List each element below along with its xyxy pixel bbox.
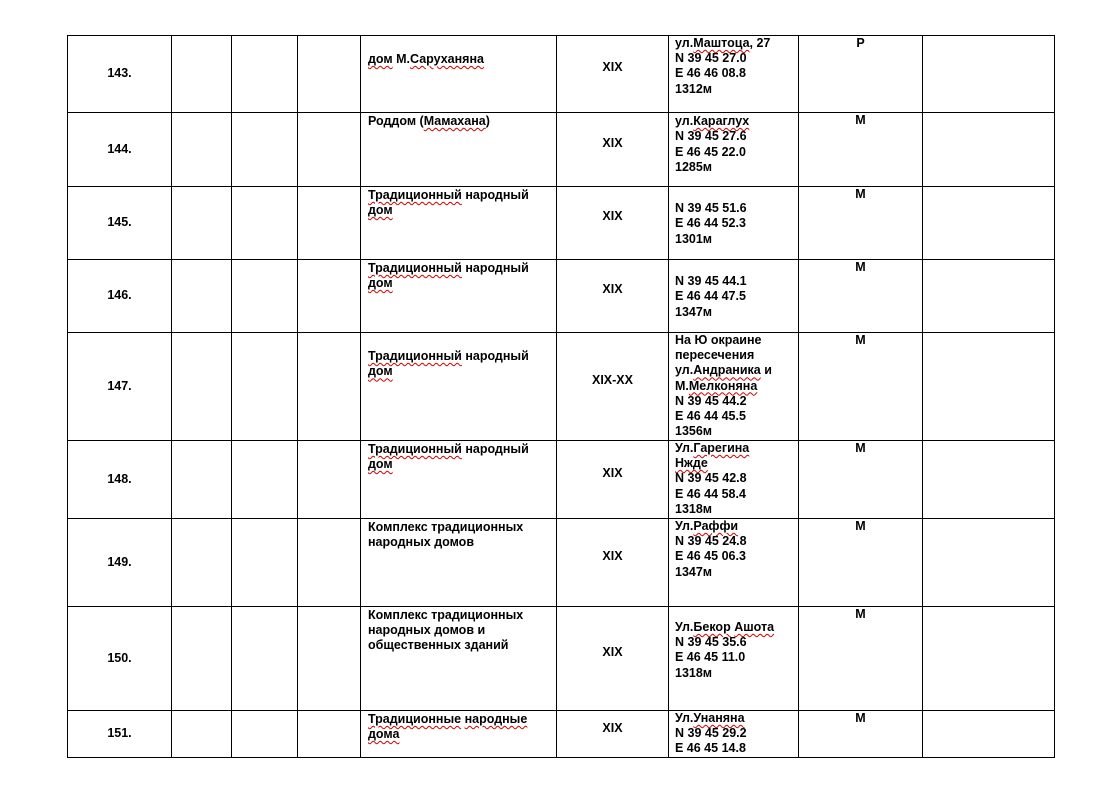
text-line: Традиционный народный [368, 188, 529, 202]
row-number-text: 143. [107, 66, 132, 81]
monument-location [669, 113, 799, 187]
monument-date [557, 36, 669, 113]
empty-cell [923, 607, 1055, 711]
category-text: М [855, 187, 866, 201]
date-text: XIX [602, 135, 623, 150]
empty-cell [923, 519, 1055, 607]
text-line: Ул.Унаняна [675, 711, 745, 725]
monument-date [557, 113, 669, 187]
text-line: дом [368, 457, 393, 472]
text-line: 1347м [675, 304, 713, 319]
text-line: E 46 45 06.3 [675, 549, 746, 564]
empty-cell [172, 607, 232, 711]
empty-cell [172, 36, 232, 113]
text-line: Ул.Раффи [675, 519, 739, 533]
text-line: М.Мелконяна [675, 378, 758, 393]
row-number [68, 607, 172, 711]
text-line: Комплекс традиционных [368, 520, 524, 534]
text-line: Традиционный народный [368, 261, 529, 275]
text-line: общественных зданий [368, 638, 509, 653]
empty-cell [298, 187, 361, 260]
empty-cell [172, 441, 232, 519]
empty-cell [923, 711, 1055, 758]
monument-date [557, 607, 669, 711]
text-line: пересечения [675, 348, 755, 363]
row-number-text: 150. [107, 650, 132, 665]
monument-name [361, 441, 557, 519]
date-text: XIX [602, 721, 623, 736]
empty-cell [298, 441, 361, 519]
empty-cell [298, 260, 361, 333]
monument-name [361, 260, 557, 333]
empty-cell [232, 441, 298, 519]
empty-cell [298, 519, 361, 607]
date-text: XIX [602, 60, 623, 75]
text-line: E 46 45 22.0 [675, 144, 746, 159]
category-text: М [855, 441, 866, 455]
row-number-text: 144. [107, 141, 132, 156]
text-line: народных домов и [368, 623, 486, 638]
empty-cell [172, 711, 232, 758]
monument-location [669, 260, 799, 333]
text-line: Ул.Бекор Ашота [675, 620, 775, 634]
text-line: ул.Караглух [675, 114, 750, 129]
empty-cell [172, 113, 232, 187]
empty-cell [298, 36, 361, 113]
text-line: На Ю окраине [675, 333, 762, 347]
empty-cell [232, 333, 298, 441]
text-line: N 39 45 51.6 [675, 201, 747, 216]
row-number [68, 519, 172, 607]
monument-name [361, 333, 557, 441]
text-line: N 39 45 44.2 [675, 393, 747, 408]
empty-cell [923, 441, 1055, 519]
monument-date [557, 711, 669, 758]
text-line: N 39 45 27.6 [675, 129, 747, 144]
row-number-text: 151. [107, 726, 132, 741]
text-line: дома [368, 727, 400, 742]
monument-name [361, 113, 557, 187]
text-line: E 46 44 52.3 [675, 216, 746, 231]
monument-category [799, 607, 923, 711]
row-number [68, 441, 172, 519]
text-line: N 39 45 42.8 [675, 471, 747, 486]
monument-date [557, 187, 669, 260]
empty-cell [232, 187, 298, 260]
empty-cell [923, 333, 1055, 441]
date-text: XIX [602, 282, 623, 297]
row-number-text: 148. [107, 471, 132, 486]
row-number-text: 149. [107, 554, 132, 569]
date-text: XIX [602, 644, 623, 659]
text-line: N 39 45 29.2 [675, 726, 747, 741]
empty-cell [923, 187, 1055, 260]
monument-category [799, 113, 923, 187]
empty-cell [172, 260, 232, 333]
text-line: E 46 46 08.8 [675, 66, 746, 81]
row-number [68, 36, 172, 113]
text-line: 1356м [675, 424, 713, 439]
text-line: 1285м [675, 159, 713, 174]
row-number [68, 333, 172, 441]
monument-category [799, 333, 923, 441]
date-text: XIX [602, 548, 623, 563]
table-body [68, 36, 1055, 758]
text-line: E 46 44 45.5 [675, 409, 746, 424]
date-text: XIX [602, 465, 623, 480]
empty-cell [923, 36, 1055, 113]
monument-name [361, 711, 557, 758]
empty-cell [172, 519, 232, 607]
monument-location [669, 441, 799, 519]
text-line: народных домов [368, 535, 474, 550]
empty-cell [172, 333, 232, 441]
row-number-text: 147. [107, 378, 132, 393]
category-text: М [855, 607, 866, 621]
table-row [68, 333, 1055, 441]
text-line [675, 186, 792, 201]
monument-location [669, 333, 799, 441]
text-line: E 46 44 58.4 [675, 486, 746, 501]
text-line: 1312м [675, 81, 713, 96]
text-line: 1347м [675, 564, 713, 579]
empty-cell [232, 260, 298, 333]
table-row [68, 441, 1055, 519]
row-number [68, 113, 172, 187]
monument-category [799, 441, 923, 519]
category-text: М [855, 113, 866, 127]
empty-cell [298, 333, 361, 441]
empty-cell [232, 113, 298, 187]
text-line: дом [368, 364, 393, 379]
text-line: Нжде [675, 456, 708, 471]
text-line: N 39 45 27.0 [675, 51, 747, 66]
monument-date [557, 519, 669, 607]
monument-category [799, 711, 923, 758]
monument-date [557, 260, 669, 333]
monument-category [799, 260, 923, 333]
text-line: Традиционный народный [368, 442, 529, 456]
table-row [68, 607, 1055, 711]
category-text: М [855, 711, 866, 725]
monument-name [361, 187, 557, 260]
empty-cell [923, 113, 1055, 187]
date-text: XIX [602, 209, 623, 224]
text-line: ул.Маштоца, 27 [675, 36, 771, 50]
monument-location [669, 607, 799, 711]
text-line: N 39 45 24.8 [675, 534, 747, 549]
empty-cell [232, 711, 298, 758]
empty-cell [172, 187, 232, 260]
category-text: М [855, 260, 866, 274]
text-line: дом М.Саруханяна [368, 52, 484, 66]
empty-cell [232, 519, 298, 607]
table-row [68, 113, 1055, 187]
row-number-text: 145. [107, 215, 132, 230]
date-text: XIX-XX [592, 372, 633, 387]
text-line: Комплекс традиционных [368, 608, 524, 622]
text-line: 1318м [675, 665, 713, 680]
text-line: N 39 45 35.6 [675, 635, 747, 650]
text-line: Традиционный народный [368, 349, 529, 364]
text-line [368, 334, 550, 349]
text-line: дом [368, 203, 393, 218]
text-line [675, 99, 792, 114]
table-row [68, 519, 1055, 607]
monument-name [361, 36, 557, 113]
empty-cell [232, 607, 298, 711]
monuments-table [67, 35, 1055, 758]
row-number [68, 260, 172, 333]
category-text: М [855, 333, 866, 347]
text-line: E 46 44 47.5 [675, 289, 746, 304]
category-text: М [855, 519, 866, 533]
monument-location [669, 187, 799, 260]
text-line: дом [368, 276, 393, 291]
text-line: Роддом (Мамахана) [368, 114, 490, 128]
monument-name [361, 519, 557, 607]
monument-location [669, 711, 799, 758]
text-line: 1301м [675, 231, 713, 246]
table-row [68, 711, 1055, 758]
monument-name [361, 607, 557, 711]
empty-cell [232, 36, 298, 113]
text-line: Ул.Гарегина [675, 441, 750, 455]
empty-cell [923, 260, 1055, 333]
text-line: E 46 45 14.8 [675, 741, 746, 756]
monument-location [669, 519, 799, 607]
monument-category [799, 187, 923, 260]
table-row [68, 187, 1055, 260]
text-line [675, 259, 792, 274]
monument-date [557, 441, 669, 519]
text-line: 1318м [675, 501, 713, 516]
empty-cell [298, 113, 361, 187]
table-row [68, 260, 1055, 333]
monument-category [799, 36, 923, 113]
category-text: Р [856, 36, 865, 50]
empty-cell [298, 607, 361, 711]
table-row [68, 36, 1055, 113]
row-number-text: 146. [107, 288, 132, 303]
text-line: E 46 45 11.0 [675, 650, 746, 665]
monument-category [799, 519, 923, 607]
row-number [68, 187, 172, 260]
row-number [68, 711, 172, 758]
text-line: ул.Андраника и [675, 363, 772, 378]
monument-date [557, 333, 669, 441]
text-line: Традиционные народные [368, 712, 528, 726]
empty-cell [298, 711, 361, 758]
text-line: N 39 45 44.1 [675, 274, 747, 289]
